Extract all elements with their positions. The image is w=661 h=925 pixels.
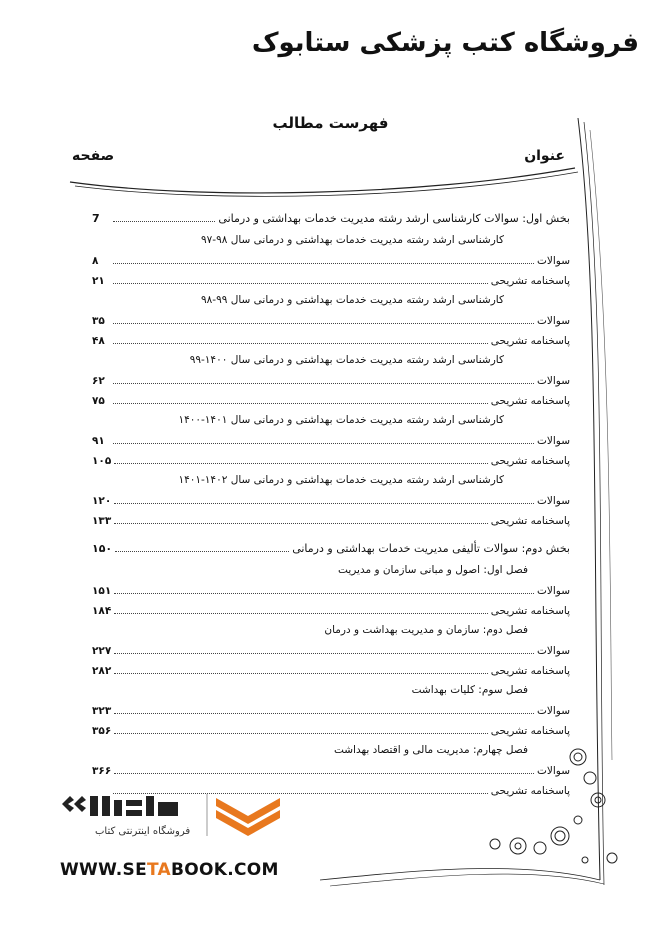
toc-leader-dots [114,664,488,674]
toc-entry-label: کارشناسی ارشد رشته مدیریت خدمات بهداشتی و درمانی سال ۱۴۰۰-۹۹ [189,354,504,366]
toc-entry [92,212,570,234]
toc-entry-label: کارشناسی ارشد رشته مدیریت خدمات بهداشتی و درمانی سال ۱۴۰۱-۱۴۰۰ [178,414,504,426]
toc-entry [92,744,570,764]
toc-entry-label: کارشناسی ارشد رشته مدیریت خدمات بهداشتی و درمانی سال ۱۴۰۲-۱۴۰۱ [178,474,504,486]
toc-leader-dots [113,314,534,324]
toc-entry-label: سوالات [536,495,570,507]
toc-entry-page: ۲۸۲ [92,665,112,677]
toc-entry-label: سوالات [536,705,570,717]
toc-entry [92,374,570,394]
toc-entry [92,684,570,704]
toc-title: فهرست مطالب [272,114,389,132]
toc-entry-label: پاسخنامه تشریحی [490,275,570,287]
toc-entry [92,354,570,374]
table-of-contents [92,212,570,804]
logo-tagline: فروشگاه اینترنتی کتاب [95,826,191,837]
toc-entry-page: ۱۵۱ [92,585,112,597]
column-title-heading: عنوان [524,148,565,164]
toc-leader-dots [114,724,488,734]
toc-entry-label: سوالات [536,585,570,597]
toc-entry-page: ۷۵ [92,395,105,407]
toc-entry-label: پاسخنامه تشریحی [490,335,570,347]
toc-leader-dots [114,764,534,774]
toc-leader-dots [114,604,488,614]
toc-leader-dots [113,434,534,444]
toc-entry [92,394,570,414]
toc-entry-label: بخش دوم: سوالات تألیفی مدیریت خدمات بهداشتی و درمانی [292,542,570,555]
toc-entry [92,234,570,254]
toc-leader-dots [113,374,534,384]
toc-entry-label: فصل سوم: کلیات بهداشت [411,684,528,696]
toc-entry-label: پاسخنامه تشریحی [490,395,570,407]
toc-entry-page: ۸ [92,255,99,267]
toc-leader-dots [114,494,534,504]
toc-entry [92,542,570,564]
toc-entry-label: پاسخنامه تشریحی [490,515,570,527]
toc-entry-page: ۱۳۳ [92,515,112,527]
toc-entry [92,474,570,494]
toc-entry-label: پاسخنامه تشریحی [490,455,570,467]
toc-entry [92,314,570,334]
toc-entry [92,494,570,514]
toc-entry-page: ۳۵ [92,315,105,327]
toc-entry-label: بخش اول: سوالات کارشناسی ارشد رشته مدیریت خدمات بهداشتی و درمانی [218,212,570,225]
toc-leader-dots [113,254,534,264]
toc-entry [92,564,570,584]
toc-entry [92,644,570,664]
toc-entry [92,704,570,724]
toc-leader-dots [113,274,488,284]
toc-entry-label: پاسخنامه تشریحی [490,665,570,677]
toc-entry-label: فصل اول: اصول و مبانی سازمان و مدیریت [338,564,528,576]
toc-entry [92,624,570,644]
toc-entry-page: ۹۱ [92,435,105,447]
toc-entry-page: ۴۸ [92,335,105,347]
website-url[interactable]: WWW.SETABOOK.COM [60,860,279,880]
toc-entry-page: ۶۲ [92,375,105,387]
toc-entry-label: فصل چهارم: مدیریت مالی و اقتصاد بهداشت [333,744,528,756]
toc-entry [92,454,570,474]
toc-entry-label: سوالات [536,255,570,267]
toc-entry-page: ۱۵۰ [92,542,113,555]
toc-entry-label: سوالات [536,435,570,447]
toc-entry [92,724,570,744]
toc-entry [92,604,570,624]
toc-entry-page: ۱۲۰ [92,495,112,507]
toc-entry-label: پاسخنامه تشریحی [490,785,570,797]
toc-leader-dots [114,704,534,714]
toc-leader-dots [113,212,215,222]
toc-entry [92,664,570,684]
toc-leader-dots [113,394,488,404]
toc-entry-page: ۱۰۵ [92,455,112,467]
toc-entry [92,584,570,604]
toc-leader-dots [114,514,488,524]
toc-entry [92,434,570,454]
toc-entry [92,514,570,534]
toc-entry [92,414,570,434]
toc-entry-label: فصل دوم: سازمان و مدیریت بهداشت و درمان [324,624,528,636]
toc-leader-dots [114,644,534,654]
toc-entry-page: ۳۶۶ [92,765,112,777]
toc-entry-label: سوالات [536,315,570,327]
toc-entry-label: کارشناسی ارشد رشته مدیریت خدمات بهداشتی و درمانی سال ۹۹-۹۸ [201,294,504,306]
toc-leader-dots [113,334,488,344]
toc-leader-dots [115,542,289,552]
toc-entry [92,334,570,354]
toc-entry-label: سوالات [536,765,570,777]
toc-entry [92,274,570,294]
toc-entry-page: ۳۵۶ [92,725,112,737]
toc-entry-label: سوالات [536,645,570,657]
toc-entry [92,764,570,784]
toc-leader-dots [114,454,488,464]
toc-entry-label: سوالات [536,375,570,387]
toc-entry-page: 7 [92,212,100,225]
toc-entry-page: ۲۲۷ [92,645,112,657]
toc-entry-page: ۳۲۳ [92,705,112,717]
toc-entry [92,294,570,314]
toc-leader-dots [114,584,534,594]
toc-entry-label: کارشناسی ارشد رشته مدیریت خدمات بهداشتی و درمانی سال ۹۸-۹۷ [201,234,504,246]
column-page-heading: صفحه [72,148,115,164]
store-title: فروشگاه کتب پزشکی ستابوک [251,28,639,58]
toc-entry-page: ۲۱ [92,275,105,287]
toc-entry [92,254,570,274]
toc-entry-label: پاسخنامه تشریحی [490,605,570,617]
toc-entry-page: ۱۸۴ [92,605,112,617]
toc-entry-label: پاسخنامه تشریحی [490,725,570,737]
